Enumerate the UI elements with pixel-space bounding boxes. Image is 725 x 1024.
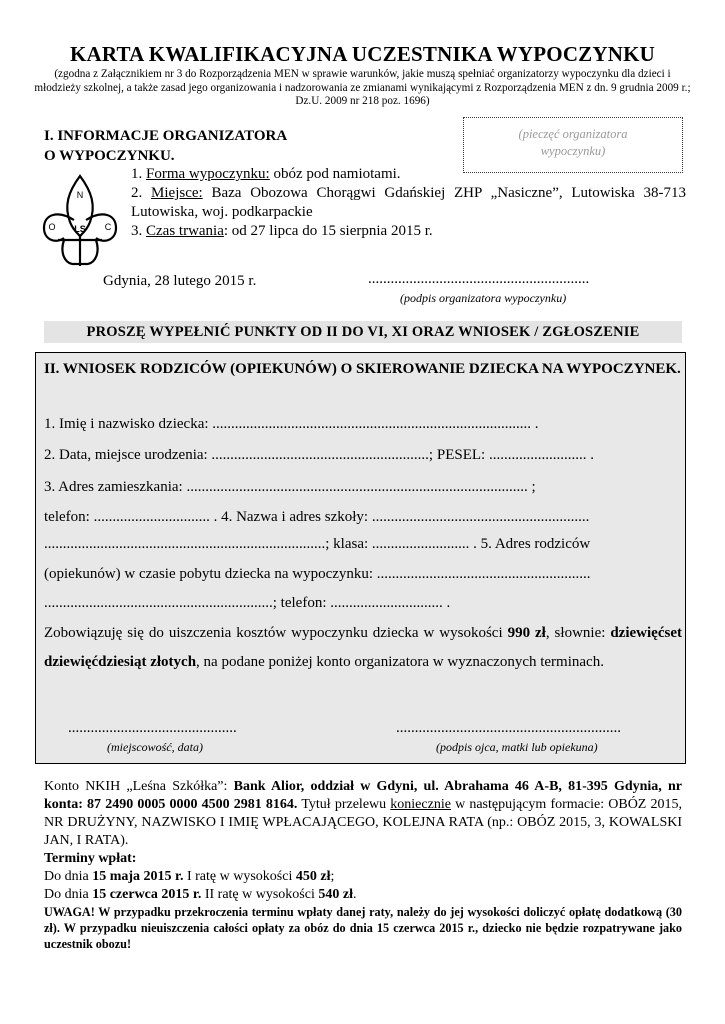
info-item-duration: 3. Czas trwania: od 27 lipca do 15 sierpnia 2015 r. (131, 223, 433, 239)
section1-heading (44, 126, 287, 166)
payment-info (44, 778, 682, 952)
section1-heading-line1: I. INFORMACJE ORGANIZATORA (44, 128, 288, 144)
document-subtitle: (zgodna z Załącznikiem nr 3 do Rozporządzenia MEN w sprawie warunków, jakie muszą spełniać organizatorzy wypoczynku dla dzieci i młodzieży szkolnej, a także zasad jego organizowania i nadzorowania ze zmianami wynikającymi z Rozporządzenia MEN z dn. 9 grudnia 2009 r.; Dz.U. 2009 nr 218 poz. 1696) (34, 68, 691, 107)
field-child-name[interactable]: 1. Imię i nazwisko dziecka: ..................................................................................... . (44, 416, 539, 432)
logo-letter-o: O (48, 222, 56, 232)
fill-instruction-banner: PROSZĘ WYPEŁNIĆ PUNKTY OD II DO VI, XI ORAZ WNIOSEK / ZGŁOSZENIE (44, 321, 682, 343)
organizer-info-list (131, 165, 686, 241)
logo-letters-ls: LS (74, 224, 86, 234)
document-title: KARTA KWALIFIKACYJNA UCZESTNIKA WYPOCZYNKU (69, 42, 656, 66)
stamp-caption-line2: wypoczynku) (540, 144, 606, 158)
deadlines-heading: Terminy wpłat: (44, 851, 137, 866)
field-parent-address-cont[interactable]: (opiekunów) w czasie pobytu dziecka na wypoczynku: ......................................................... (44, 566, 591, 582)
field-parent-phone[interactable]: .............................................................; telefon: .............................. . (44, 595, 451, 611)
payment-commitment: Zobowiązuję się do uiszczenia kosztów wypoczynku dziecka w wysokości 990 zł, słownie: dziewięćset dziewięćdziesiąt złotych, na podane poniżej konto organizatora w wyznaczonych terminach. (44, 625, 682, 670)
parent-signature-caption: (podpis ojca, matki lub opiekuna) (436, 740, 598, 754)
commitment-amount-words: dziewięćset dziewięćdziesiąt złotych (44, 625, 682, 670)
section2-form-box (35, 352, 686, 764)
organizer-place-date: Gdynia, 28 lutego 2015 r. (103, 273, 257, 289)
field-birth-date-pesel[interactable]: 2. Data, miejsce urodzenia: ..........................................................; PESEL: .......................... . (44, 447, 594, 463)
commitment-amount: 990 zł (507, 625, 546, 641)
info-item-form: 1. Forma wypoczynku: obóz pod namiotami. (131, 166, 401, 182)
deadline-first-installment: Do dnia 15 maja 2015 r. I ratę w wysokości 450 zł; (44, 869, 335, 884)
scout-lily-icon (38, 170, 122, 270)
field-phone-school[interactable]: telefon: ............................... . 4. Nazwa i adres szkoły: .......................................................... (44, 509, 590, 525)
deadline-second-installment: Do dnia 15 czerwca 2015 r. II ratę w wysokości 540 zł. (44, 887, 357, 902)
organizer-signature-caption: (podpis organizatora wypoczynku) (400, 291, 567, 305)
info-item-place: 2. Miejsce: Baza Obozowa Chorągwi Gdańskiej ZHP „Nasiczne”, Lutowiska 38-713 Lutowiska, woj. podkarpackie (131, 185, 686, 220)
logo-letter-c: C (104, 222, 112, 232)
bank-account-details: Bank Alior, oddział w Gdyni, ul. Abrahama 46 A-B, 81-395 Gdynia, nr konta: 87 2490 0005 0000 4500 2981 8164. (44, 779, 683, 812)
late-payment-warning: UWAGA! W przypadku przekroczenia terminu wpłaty danej raty, należy do jej wysokości doliczyć opłatę dodatkową (30 zł). W przypadku nieuiszczenia całości opłaty za obóz do dnia 15 czerwca 2015 r., dziecko nie będzie rozpatrywane jako uczestnik obozu! (44, 905, 682, 951)
place-date-line[interactable]: ............................................. (68, 720, 237, 736)
field-home-address[interactable]: 3. Adres zamieszkania: ........................................................................................... ; (44, 479, 536, 495)
bank-account-info: Konto NKIH „Leśna Szkółka”: Bank Alior, oddział w Gdyni, ul. Abrahama 46 A-B, 81-395 Gdynia, nr konta: 87 2490 0005 0000 4500 2981 8164. Tytuł przelewu koniecznie w następującym formacie: OBÓZ 2015, NR DRUŻYNY, NAZWISKO I IMIĘ WPŁACAJĄCEGO, KOLEJNA RATA (np.: OBÓZ 2015, 3, KOWALSKI JAN, I RATA). (44, 779, 683, 848)
organizer-signature-line: ........................................................... (368, 271, 590, 287)
field-class-parent-address[interactable]: ...........................................................................; klasa: .......................... . 5. Adres rodziców (44, 536, 591, 552)
parent-signature-line[interactable]: ............................................................ (396, 720, 621, 736)
section2-heading: II. WNIOSEK RODZICÓW (OPIEKUNÓW) O SKIEROWANIE DZIECKA NA WYPOCZYNEK. (44, 361, 681, 377)
place-date-caption: (miejscowość, data) (107, 740, 203, 754)
stamp-caption-line1: (pieczęć organizatora (518, 127, 628, 141)
logo-letter-n: N (76, 190, 84, 200)
section1-heading-line2: O WYPOCZYNKU. (44, 148, 175, 164)
